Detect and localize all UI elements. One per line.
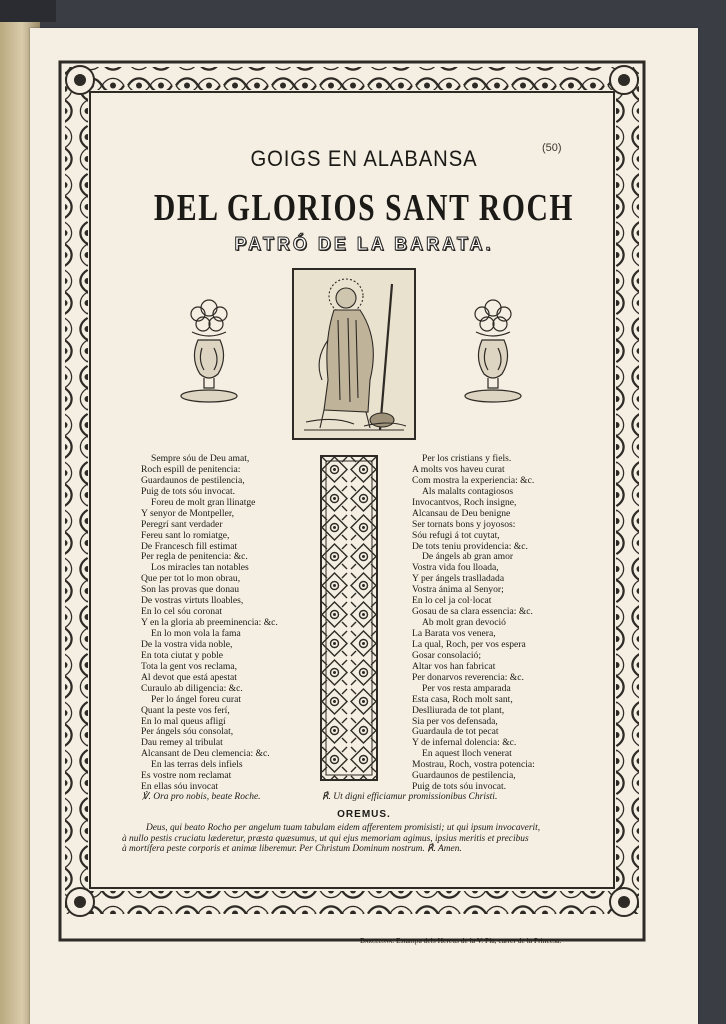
- poem-line: En aquest lloch venerat: [422, 748, 512, 760]
- flower-vase-icon: [176, 298, 242, 414]
- versicle: ℣. Ora pro nobis, beate Roche.: [142, 792, 261, 802]
- imprint-city: Barcelona.: [360, 936, 395, 945]
- poem-line: Fereu sant lo romiatge,: [141, 529, 230, 541]
- poem-line: A molts vos haveu curat: [412, 463, 505, 475]
- poem-line: Als malalts contagiosos: [422, 485, 514, 497]
- imprint-text: Estampa dels Hereus de la V. Pla, carrer de la Princesa.: [395, 936, 562, 945]
- poem-line: Invocantvos, Roch insigne,: [412, 496, 517, 508]
- poem-line: En lo cel sóu coronat: [141, 606, 222, 618]
- poem-line: Puig de tots sóu invocat.: [412, 781, 507, 793]
- poem-line: Peregrí sant verdader: [141, 518, 223, 530]
- poem-line: Per lo ángel foreu curat: [151, 693, 242, 705]
- poem-line: Y en la gloria ab preeminencia: &c.: [141, 617, 278, 629]
- broadside-page: [30, 28, 698, 1024]
- poem-line: De Francesch fill estimat: [141, 540, 238, 552]
- poem-line: Que per tot lo mon obrau,: [141, 573, 241, 585]
- poem-line: Ab molt gran devoció: [422, 617, 506, 629]
- poem-line: Altar vos han fabricat: [412, 660, 496, 672]
- flower-vase-icon: [460, 298, 526, 414]
- poem-line: En las terras dels infiels: [151, 759, 243, 771]
- poem-line: Son las provas que donau: [141, 584, 240, 596]
- title-line-3: PATRÓ DE LA BARATA.: [234, 234, 494, 254]
- poem-right-column: [412, 454, 535, 793]
- poem-line: Roch espill de penitencia:: [141, 463, 241, 475]
- poem-line: En lo cel ja col·locat: [412, 595, 492, 607]
- poem-line: Deslliurada de tot plant,: [412, 704, 505, 716]
- poem-line: Per regla de penitencia: &c.: [141, 551, 248, 563]
- corner-tab: [0, 0, 56, 22]
- poem-line: Alcansau de Deu benigne: [412, 507, 511, 519]
- poem-line: Al devot que está apestat: [141, 671, 237, 683]
- poem-line: Ser tornats bons y joyosos:: [412, 518, 516, 530]
- prayer-line: Deus, qui beato Rocho per angelum tuam tabulam eidem afferentem promisisti; ut qui ipsum invocaverit,: [146, 823, 541, 833]
- poem-line: Sia per vos defensada,: [412, 715, 498, 727]
- poem-line: De la vostra vida noble,: [141, 638, 233, 650]
- poem-line: Sempre sóu de Deu amat,: [151, 453, 250, 464]
- poem-line: En ellas sóu invocat: [141, 781, 218, 793]
- response: ℟. Ut digni efficiamur promissionibus Christi.: [322, 792, 498, 802]
- poem-line: Dau remey al tribulat: [141, 737, 223, 749]
- poem-line: Sóu refugi á tot cuytat,: [412, 529, 500, 541]
- poem-line: La Barata vos venera,: [412, 628, 496, 639]
- title-line-2: DEL GLORIOS SANT ROCH: [153, 187, 575, 229]
- poem-line: En lo mon vola la fama: [151, 628, 241, 639]
- poem-line: Per vos resta amparada: [422, 682, 511, 694]
- poem-line: Mostrau, Roch, vostra potencia:: [412, 759, 535, 771]
- poem-left-column: [141, 454, 278, 793]
- poem-line: La qual, Roch, per vos espera: [412, 638, 526, 650]
- poem-line: Per los cristians y fiels.: [422, 453, 512, 464]
- poem-line: De vostras virtuts lloables,: [141, 595, 244, 607]
- poem-line: De tots teniu providencia: &c.: [412, 540, 528, 552]
- poem-line: Foreu de molt gran llinatge: [151, 496, 256, 508]
- printer-imprint: [360, 936, 561, 945]
- poem-line: Gosau de sa clara essencia: &c.: [412, 606, 533, 618]
- prayer-line: à mortífera peste corporis et animæ liberemur. Per Christum Dominum nostrum. ℟. Amen.: [122, 844, 462, 855]
- oremus-heading: OREMUS.: [337, 809, 391, 820]
- saint-roch-woodcut: [292, 268, 416, 440]
- poem-line: Alcansant de Deu clemencia: &c.: [141, 748, 270, 760]
- poem-line: Esta casa, Roch molt sant,: [412, 693, 513, 705]
- poem-line: Y de infernal dolencia: &c.: [412, 737, 517, 749]
- poem-line: Com mostra la experiencia: &c.: [412, 474, 535, 486]
- poem-line: Tota la gent vos reclama,: [141, 660, 238, 672]
- prayer-line: à nullo pestis cruciatu læderetur, præsta quæsumus, ut qui ejus memoriam agimus, ipsius meritis et precibus: [122, 833, 529, 844]
- poem-line: Vostra vida fou lloada,: [412, 562, 499, 574]
- poem-line: Vostra ánima al Senyor;: [412, 584, 504, 596]
- poem-line: En lo mal queus afligí: [141, 715, 226, 727]
- poem-line: Los miracles tan notables: [151, 562, 249, 574]
- poem-line: Curaulo ab diligencia: &c.: [141, 682, 243, 694]
- center-ornament-column: [320, 455, 378, 781]
- poem-line: Guardaunos de pestilencia,: [141, 474, 245, 486]
- prayer-text: [122, 823, 586, 855]
- poem-line: Guardaunos de pestilencia,: [412, 770, 516, 782]
- poem-line: Quant la peste vos ferí,: [141, 704, 230, 716]
- poem-line: De ángels ab gran amor: [422, 551, 514, 563]
- poem-line: Per ángels sóu consolat,: [141, 726, 234, 738]
- poem-line: Y senyor de Montpeller,: [141, 507, 235, 519]
- title-line-1: GOIGS EN ALABANSA: [250, 146, 478, 171]
- poem-line: Guardaula de tot pecat: [412, 726, 499, 738]
- poem-line: Y per ángels traslladada: [412, 573, 505, 585]
- poem-line: En tota ciutat y poble: [141, 649, 224, 661]
- poem-line: Gosar consolació;: [412, 649, 482, 661]
- poem-line: Per donarvos reverencia: &c.: [412, 671, 524, 683]
- poem-line: Puig de tots sóu invocat.: [141, 485, 236, 497]
- archive-number: (50): [542, 142, 562, 154]
- poem-line: Es vostre nom reclamat: [141, 770, 232, 782]
